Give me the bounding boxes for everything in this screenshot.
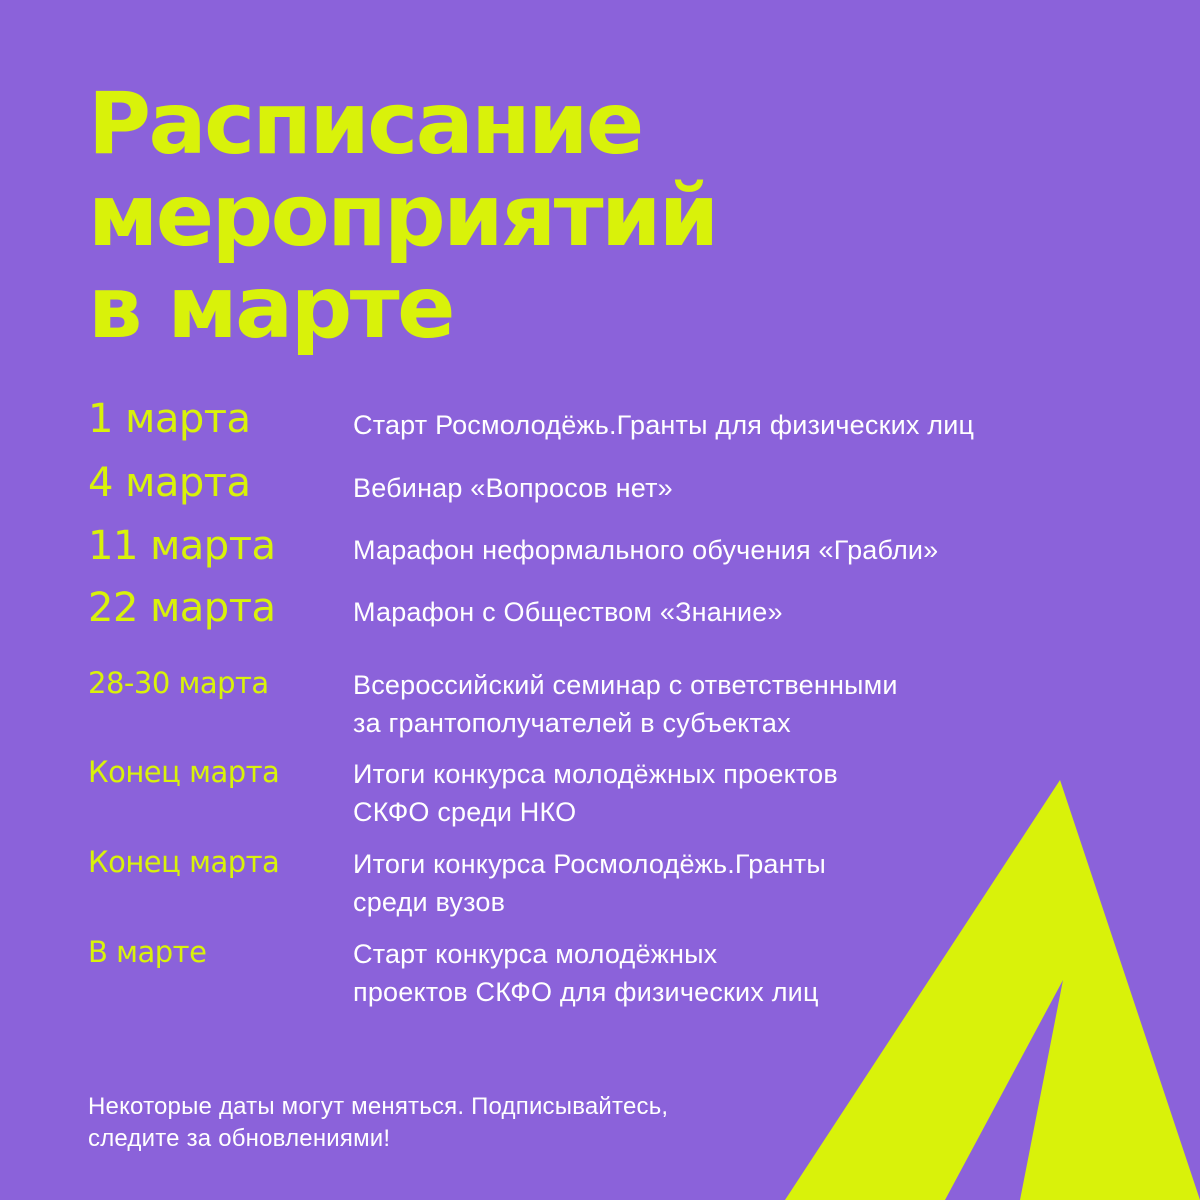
schedule-date: 1 марта [88, 396, 251, 442]
schedule-event [353, 406, 1053, 444]
page-title [88, 74, 717, 358]
schedule-event-line: Итоги конкурса молодёжных проектов [353, 759, 838, 789]
schedule-event [353, 531, 1053, 569]
title-line-1: Расписание [88, 74, 642, 174]
schedule-event [353, 593, 1053, 631]
title-line-3: в марте [88, 258, 453, 358]
footer-line: Некоторые даты могут меняться. Подписывайтесь, [88, 1093, 669, 1120]
schedule-event-line: среди вузов [353, 887, 506, 917]
schedule-date: 22 марта [88, 585, 276, 631]
schedule-event-line: Старт Росмолодёжь.Гранты для физических лиц [353, 410, 975, 440]
schedule-event [353, 666, 1053, 742]
schedule-date: В марте [88, 935, 207, 969]
schedule-date: Конец марта [88, 755, 280, 789]
schedule-event-line: Марафон с Обществом «Знание» [353, 597, 783, 627]
schedule-event [353, 469, 1053, 507]
schedule-date: 11 марта [88, 523, 276, 569]
schedule-event [353, 755, 1053, 831]
schedule-event-line: за грантополучателей в субъектах [353, 708, 791, 738]
schedule-event-line: СКФО среди НКО [353, 797, 577, 827]
schedule-date: 28-30 марта [88, 666, 269, 700]
schedule-event-line: Вебинар «Вопросов нет» [353, 473, 673, 503]
schedule-event-line: Всероссийский семинар с ответственными [353, 670, 898, 700]
footer-line: следите за обновлениями! [88, 1125, 391, 1152]
title-line-2: мероприятий [88, 166, 717, 266]
schedule-event [353, 845, 1053, 921]
schedule-event-line: проектов СКФО для физических лиц [353, 977, 819, 1007]
schedule-event-line: Итоги конкурса Росмолодёжь.Гранты [353, 849, 826, 879]
schedule-date: Конец марта [88, 845, 280, 879]
schedule-date: 4 марта [88, 460, 251, 506]
footer-note [88, 1091, 668, 1155]
schedule-event-line: Марафон неформального обучения «Грабли» [353, 535, 939, 565]
schedule-event [353, 935, 1053, 1011]
schedule-event-line: Старт конкурса молодёжных [353, 939, 718, 969]
